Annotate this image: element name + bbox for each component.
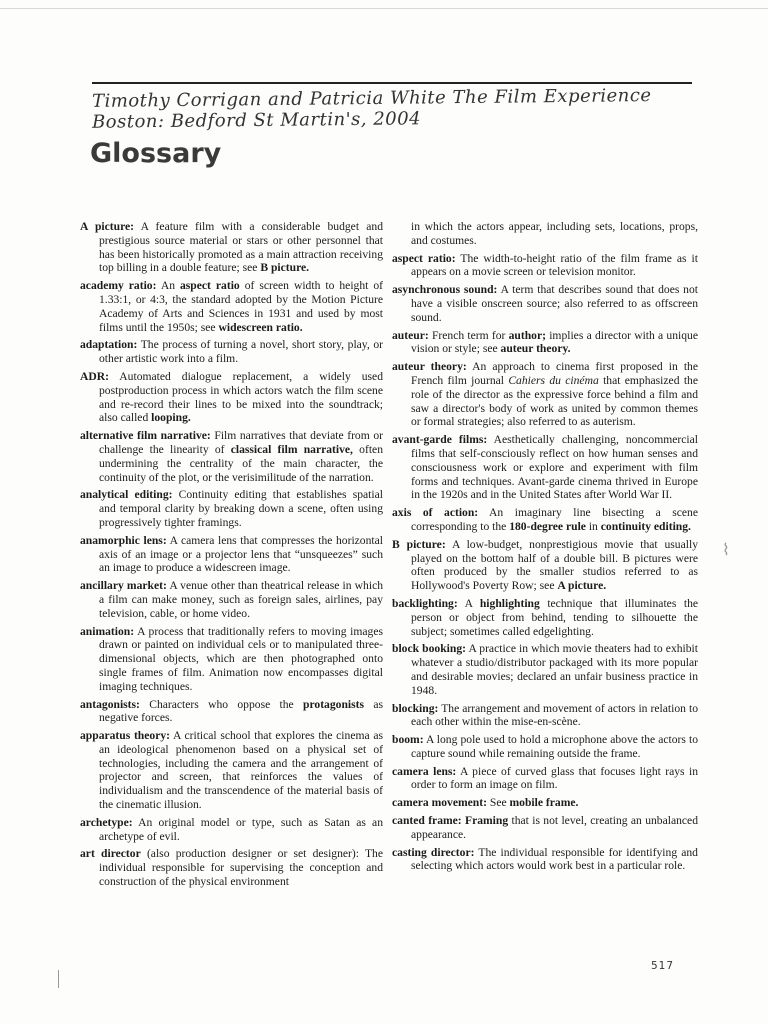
glossary-term: aspect ratio: [392,251,456,265]
glossary-term: ancillary market: [80,579,167,593]
glossary-entry [392,538,698,593]
definition-text: Automated dialogue replacement, a widely used postproduction process in which actors watch the film scene and re-record their lines to be mixed into the soundtrack; also called [99,369,383,425]
glossary-entry [80,370,383,425]
glossary-column-left [80,220,383,893]
definition-text: that emphasized the role of the director as the expressive force behind a film and saw a director's body of work as united by common themes or formal strategies; also referred to as auterism. [411,373,698,429]
definition-text: (also production designer or set designer): The individual responsible for supervising the conception and construction of the physical environment [99,847,384,889]
glossary-entry [392,433,698,502]
definition-text: An approach to cinema first proposed in the French film journal [411,360,698,387]
cross-reference: highlighting [479,596,540,610]
glossary-entry [392,329,698,357]
glossary-term: adaptation: [80,338,138,352]
cross-reference: widescreen ratio. [218,320,303,334]
definition-text: Film narratives that deviate from or challenge the linearity of [99,429,383,456]
cross-reference: auteur theory. [500,342,571,356]
glossary-term: B picture: [392,537,446,551]
glossary-entry [80,488,383,529]
glossary-entry [80,279,383,334]
glossary-term: antagonists: [80,697,140,711]
glossary-entry [392,814,698,842]
page-title: Glossary [90,138,222,169]
glossary-term: block booking: [392,642,466,656]
glossary-term: ADR: [80,369,109,383]
glossary-entry [392,597,698,638]
glossary-entry [80,729,383,812]
glossary-term: backlighting: [392,596,458,610]
handwritten-citation-line-1: Timothy Corrigan and Patricia White The Film Experience [91,85,652,112]
definition-text: as negative forces. [99,697,383,725]
glossary-entry [80,625,383,694]
definition-text: A camera lens that compresses the horizontal axis of an image or a projector lens that “unsqueezes” such an image to produce a widescreen image. [99,533,383,575]
definition-text: The arrangement and movement of actors in relation to each other within the mise-en-scène. [411,701,698,729]
glossary-entry [392,220,698,248]
glossary-term: asynchronous sound: [392,283,498,297]
definition-text: implies a director with a unique vision or style; see [411,328,698,356]
definition-text: often undermining the centrality of the main character, the continuity of the plot, or the verisimilitude of the narration. [99,442,383,484]
definition-text: An [156,279,180,293]
glossary-term: alternative film narrative: [80,429,211,443]
glossary-term: blocking: [392,701,439,715]
cross-reference: Framing [465,814,509,828]
definition-text: A process that traditionally refers to moving images drawn or painted on individual cels or to manipulated three-dimensional objects, which are then photographed onto single frames of film. Animation now encompasses digital imaging techniques. [99,624,383,693]
definition-text: An original model or type, such as Satan as an archetype of evil. [99,815,383,843]
cross-reference: continuity editing. [600,519,691,533]
cross-reference: A picture. [557,579,607,593]
definition-text: The process of turning a novel, short story, play, or other artistic work into a film. [99,338,383,366]
glossary-entry [392,765,698,793]
definition-text: in [585,519,601,533]
definition-text: See [486,796,510,810]
glossary-entry [392,283,698,324]
definition-text: French term for [428,328,509,342]
cross-reference: mobile frame. [509,796,579,810]
glossary-term: boom: [392,733,424,747]
glossary-entry [80,698,383,726]
cross-reference: B picture. [260,261,310,275]
definition-text: technique that illuminates the person or object from behind, tending to silhouette the subject; sometimes called edgelighting. [411,596,699,638]
glossary-entry [80,534,383,575]
glossary-term: canted frame: [392,814,462,828]
glossary-term: apparatus theory: [80,729,170,743]
glossary-entry [392,252,698,280]
glossary-entry [392,796,698,810]
definition-text: The width-to-height ratio of the film frame as it appears on a movie screen or television monitor. [411,251,698,279]
definition-text: A term that describes sound that does not have a visible onscreen source; also referred to as offscreen sound. [411,283,698,324]
definition-text: in which the actors appear, including sets, locations, props, and costumes. [411,220,698,247]
cross-reference: looping. [151,411,191,425]
definition-text: A critical school that explores the cinema as an ideological phenomenon based on a physical set of technologies, including the camera and the arrangement of projector and screen, that reinforces the values of individualism and the transcendence of the material basis of the cinematic illusion. [99,729,383,812]
glossary-entry [392,360,698,429]
definition-text: A practice in which movie theaters had to exhibit whatever a studio/distributor packaged with its more popular and desirable movies; declared an unfair business practice in 1948. [411,642,698,697]
definition-text: A [457,596,480,610]
glossary-term: camera lens: [392,764,457,778]
glossary-entry [392,733,698,761]
definition-text: An imaginary line bisecting a scene corresponding to the [411,506,698,533]
cross-reference: classical film narrative, [230,442,353,456]
glossary-term: analytical editing: [80,488,173,502]
definition-text: of screen width to height of 1.33:1, or 4:3, the standard adopted by the Motion Picture Academy of Arts and Sciences in 1931 and used by most films until the 1950s; see [99,279,383,334]
definition-text: A piece of curved glass that focuses light rays in order to form an image on film. [411,764,698,792]
glossary-entry [392,702,698,730]
cross-reference: author; [508,328,546,342]
glossary-entry [80,429,383,484]
definition-text: The individual responsible for identifying and selecting which actors would work best in a particular role. [411,845,698,873]
glossary-entry [80,220,383,275]
definition-text: Characters who oppose the [139,697,304,711]
glossary-term: archetype: [80,815,133,829]
definition-text: A feature film with a considerable budget and prestigious source material or stars or other personnel that has been historically promoted as a main attraction receiving top billing in a double feature; see [99,220,384,275]
glossary-term: animation: [80,624,135,638]
glossary-term: camera movement: [392,796,487,810]
glossary-term: auteur: [392,328,429,342]
glossary-entry [80,847,383,888]
definition-text: Continuity editing that establishes spatial and temporal clarity by breaking down a scene, often using progressively tighter framings. [99,488,383,529]
glossary-term: axis of action: [392,506,479,520]
scan-edge [0,8,768,9]
glossary-term: A picture: [80,220,135,233]
glossary-term: academy ratio: [80,279,157,293]
glossary-entry [392,846,698,874]
definition-text: A venue other than theatrical release in which a film can make money, such as foreign sales, airlines, pay television, cable, or home video. [99,579,384,620]
cross-reference: protagonists [303,697,365,711]
definition-text: that is not level, creating an unbalanced appearance. [411,814,698,841]
glossary-entry [392,642,698,697]
definition-text: A low-budget, nonprestigious movie that usually played on the bottom half of a double bill. B pictures were often produced by the smaller studios referred to as Hollywood's Poverty Row; see [411,537,698,593]
definition-text: Cahiers du cinéma [508,373,599,387]
glossary-entry [80,816,383,844]
glossary-entry [80,579,383,620]
glossary-entry [80,338,383,366]
definition-text: Aesthetically challenging, noncommercial films that self-consciously reflect on how human senses and consciousness work or explore and experiment with film forms and techniques. Avant-garde cinema thrived in Europe in the 1920s and in the United States after World War II. [411,433,698,502]
glossary-term: auteur theory: [392,360,467,374]
glossary-entry [392,506,698,534]
glossary-term: avant-garde films: [392,433,488,447]
glossary-term: anamorphic lens: [80,533,167,547]
glossary-term: art director [80,847,141,861]
cross-reference: 180-degree rule [509,519,586,533]
margin-pencil-mark: ⌇ [722,542,730,559]
glossary-term: casting director: [392,845,475,859]
glossary-column-right [392,220,698,877]
header-rule [92,82,692,84]
scan-edge-mark [58,970,59,988]
page-number: 517 [651,960,675,972]
handwritten-citation-line-2: Boston: Bedford St Martin's, 2004 [91,108,422,133]
definition-text: A long pole used to hold a microphone above the actors to capture sound while remaining outside the frame. [411,733,698,760]
cross-reference: aspect ratio [179,279,240,293]
